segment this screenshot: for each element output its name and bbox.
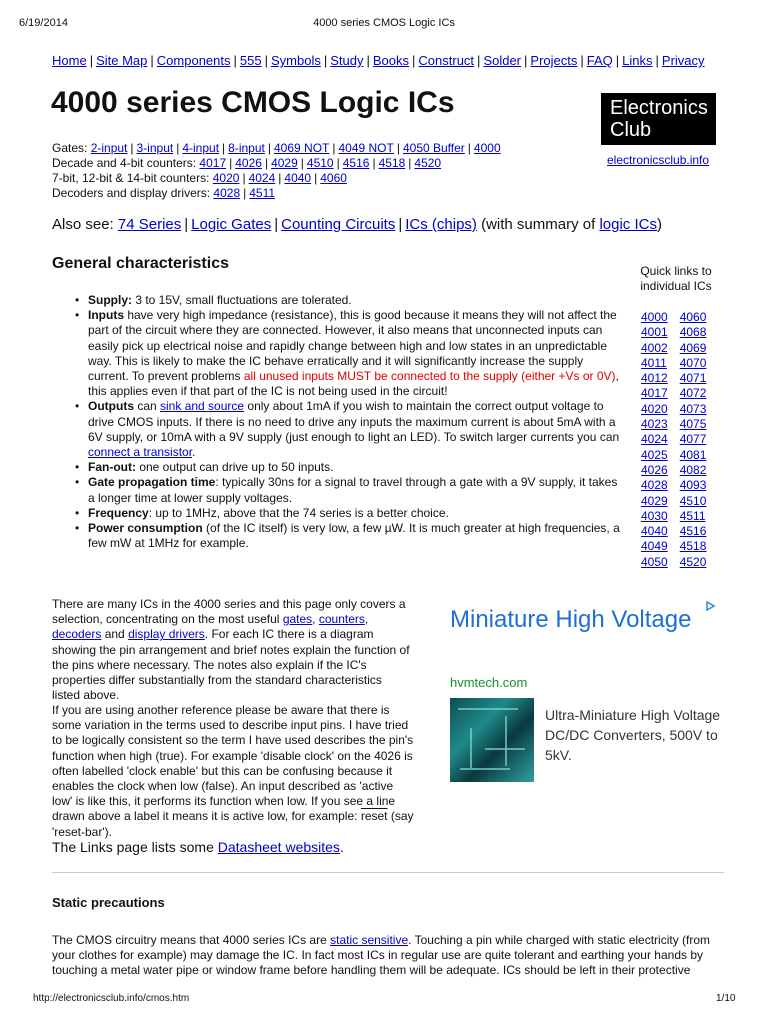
quicklink-cell — [680, 417, 719, 432]
item-label: Fan-out: — [88, 460, 136, 475]
logo-line-2: Club — [610, 119, 652, 141]
category-label: Decoders and display drivers: — [52, 186, 214, 200]
nav-components[interactable]: Components — [156, 53, 231, 68]
quicklink-cell — [641, 539, 680, 554]
link-8-input[interactable]: 8-input — [228, 141, 265, 155]
category-bit-counters: 7-bit, 12-bit & 14-bit counters: 4020 | 4024 | 4040 | 4060 — [52, 171, 347, 185]
nav-construct[interactable]: Construct — [418, 53, 475, 68]
quicklink-cell — [641, 463, 680, 478]
quicklink-row — [641, 325, 718, 340]
category-decoders: Decoders and display drivers: 4028 | 4511 — [52, 186, 276, 200]
para-text: . — [339, 839, 344, 855]
nav-site-map[interactable]: Site Map — [96, 53, 148, 68]
quicklink-row — [641, 509, 718, 524]
advertisement[interactable] — [450, 600, 720, 780]
quicklink-cell — [641, 371, 680, 386]
quicklink-row — [641, 356, 718, 371]
quicklink-cell — [680, 555, 719, 570]
list-item-inputs: • Inputs have very high impedance (resistance), this is good because it means they will not affect the part of the circuit where they are connected. However, it also means that unconnected inputs can easily pick up electrical noise and rapidly change between high and low states in an unpredictable way. This is likely to make the IC behave erratically and it will significantly increase the supply current. To prevent problems all unused inputs MUST be connected to the supply (either +Vs or 0V), this applies even if that part of the IC is not being used in the circuit! — [75, 308, 619, 399]
quicklink-ic[interactable]: 4001 — [641, 325, 668, 340]
para-text: The CMOS circuitry means that 4000 series ICs are — [52, 933, 331, 947]
print-url: http://electronicsclub.info/cmos.htm — [33, 993, 190, 1004]
item-label: Inputs — [88, 308, 124, 323]
link-datasheet-websites[interactable]: Datasheet websites — [217, 839, 340, 855]
quicklink-ic[interactable]: 4017 — [641, 386, 668, 401]
link-4049-not[interactable]: 4049 NOT — [338, 141, 394, 155]
item-label: Gate propagation time — [88, 475, 216, 490]
link-74-series[interactable]: 74 Series — [117, 216, 182, 233]
quicklink-ic[interactable]: 4070 — [679, 355, 707, 370]
reset-bar-label: reset — [360, 809, 388, 824]
quicklink-cell — [641, 524, 680, 539]
page-title: 4000 series CMOS Logic ICs — [51, 86, 455, 119]
link-static-sensitive[interactable]: static sensitive — [330, 933, 409, 947]
link-4-input[interactable]: 4-input — [182, 141, 220, 155]
category-label: Gates: — [52, 141, 91, 155]
ad-url[interactable]: hvmtech.com — [450, 675, 528, 690]
link-4050-buffer[interactable]: 4050 Buffer — [402, 141, 465, 155]
also-see-end: ) — [656, 216, 662, 233]
print-date: 6/19/2014 — [19, 17, 68, 29]
link-decoders[interactable]: decoders — [52, 627, 102, 642]
quicklink-cell — [641, 356, 680, 371]
quicklink-row — [641, 524, 718, 539]
para-text: . Touching a pin while charged with static electricity (from your clothes for example) may damage the IC. In fact most ICs in regular use are quite tolerant and earthing your hands by touching a metal water pipe or window frame before handling them will be adequate. ICs should be left in their protective — [52, 933, 711, 978]
static-paragraph — [52, 933, 728, 979]
quicklink-row — [641, 478, 718, 493]
item-text: (of the IC itself) is very low, a few µW. It is much greater at high frequencies, a few mW at 1MHz for example. — [88, 521, 620, 551]
quicklink-ic[interactable]: 4068 — [679, 325, 707, 340]
quicklink-row — [641, 432, 718, 447]
ad-image[interactable] — [450, 698, 534, 782]
quicklink-cell — [641, 478, 680, 493]
also-see-label: Also see: — [52, 216, 118, 233]
quicklink-ic[interactable]: 4520 — [679, 554, 707, 569]
link-4069-not[interactable]: 4069 NOT — [274, 141, 330, 155]
quicklink-row — [641, 463, 718, 478]
link-4040[interactable]: 4040 — [284, 171, 312, 185]
item-text: have very high impedance (resistance), this is good because it means they will not affect the part of the circuit where they are connected. However, it also means that unconnected inputs can easily pick up electrical noise and rapidly change between high and low states in an unpredictable way. This is likely to make the IC behave erratically and it will significantly increase the supply current. To prevent problems — [88, 308, 617, 384]
quicklink-cell — [680, 478, 719, 493]
link-4000[interactable]: 4000 — [473, 141, 501, 155]
quicklink-row — [641, 386, 718, 401]
link-4028[interactable]: 4028 — [213, 186, 241, 200]
nav-study[interactable]: Study — [330, 53, 364, 68]
quicklink-cell — [680, 509, 719, 524]
item-label: Outputs — [88, 399, 134, 414]
quicklink-ic[interactable]: 4072 — [679, 386, 707, 401]
item-label: Frequency — [88, 505, 149, 520]
characteristics-list — [72, 293, 627, 551]
quicklink-ic[interactable]: 4049 — [641, 539, 668, 554]
quicklink-ic[interactable]: 4030 — [641, 508, 668, 523]
item-text: . — [192, 445, 196, 460]
para-text: There are many ICs in the 4000 series and this page only covers a selection, concentrating on the most useful — [52, 597, 406, 627]
quicklink-ic[interactable]: 4082 — [679, 462, 707, 477]
quicklink-cell — [680, 310, 719, 325]
section-divider — [52, 872, 724, 873]
link-4026[interactable]: 4026 — [235, 156, 262, 170]
links-paragraph — [52, 839, 344, 855]
item-label: Supply: — [88, 293, 132, 307]
link-4511[interactable]: 4511 — [249, 186, 276, 200]
quicklink-cell — [641, 494, 680, 509]
quicklink-ic[interactable]: 4012 — [641, 371, 668, 386]
link-display-drivers[interactable]: display drivers — [128, 627, 205, 642]
category-gates: Gates: 2-input | 3-input | 4-input | 8-input | 4069 NOT | 4049 NOT | 4050 Buffer | 4000 — [52, 141, 501, 155]
nav-home[interactable]: Home — [52, 53, 87, 68]
list-item-propagation: • Gate propagation time: typically 30ns for a signal to travel through a gate with a 9V supply, it takes a longer time at lower supply voltages. — [75, 475, 618, 505]
item-text: only about 1mA if you wish to maintain the correct output voltage to drive CMOS inputs. If there is no need to drive any inputs the maximum current is about 5mA with a 6V supply, or 10mA with a 9V supply (just enough to light an LED). To switch larger currents you can — [88, 399, 620, 444]
quicklink-ic[interactable]: 4075 — [679, 417, 707, 432]
quicklink-cell — [680, 448, 719, 463]
also-see: Also see: 74 Series | Logic Gates | Counting Circuits | ICs (chips) (with summary of logic ICs) — [52, 216, 662, 233]
static-precautions-heading: Static precautions — [52, 895, 165, 910]
nav-links[interactable]: Links — [622, 53, 653, 68]
link-4060[interactable]: 4060 — [320, 171, 347, 185]
quicklink-ic[interactable]: 4026 — [641, 462, 668, 477]
quicklink-cell — [680, 432, 719, 447]
link-4017[interactable]: 4017 — [199, 156, 227, 170]
item-text: : up to 1MHz, above that the 74 series is a better choice. — [148, 505, 449, 520]
nav-faq[interactable]: FAQ — [586, 53, 613, 68]
quicklink-cell — [680, 371, 719, 386]
quicklink-cell — [641, 432, 680, 447]
quicklink-cell — [641, 325, 680, 340]
link-logic-ics[interactable]: logic ICs — [599, 216, 657, 233]
quicklink-ic[interactable]: 4071 — [679, 371, 707, 386]
quicklink-row — [641, 448, 718, 463]
quicklink-row — [641, 371, 718, 386]
link-4518[interactable]: 4518 — [378, 156, 406, 170]
quicklink-ic[interactable]: 4050 — [641, 554, 668, 569]
link-connect-a-transistor[interactable]: connect a transistor — [88, 445, 193, 460]
top-navigation: Home | Site Map | Components | 555 | Symbols | Study | Books | Construct | Solder | Projects | FAQ | Links | Privacy — [52, 53, 705, 68]
quicklink-cell — [680, 402, 719, 417]
quicklink-ic[interactable]: 4060 — [679, 310, 707, 324]
quicklink-ic[interactable]: 4020 — [641, 401, 668, 416]
quicklink-ic[interactable]: 4518 — [679, 539, 707, 554]
link-4029[interactable]: 4029 — [271, 156, 298, 170]
link-3-input[interactable]: 3-input — [136, 141, 174, 155]
item-text: : typically 30ns for a signal to travel through a gate with a 9V supply, it takes a longer time at lower supply voltages. — [88, 475, 618, 505]
para-text: , — [312, 612, 319, 627]
logo-line-1: Electronics — [610, 97, 708, 119]
quicklink-row — [641, 310, 718, 325]
link-sink-and-source[interactable]: sink and source — [160, 399, 245, 414]
quicklink-row — [641, 494, 718, 509]
quicklink-cell — [641, 310, 680, 325]
electronics-club-logo[interactable] — [601, 93, 716, 145]
quicklinks-table — [641, 310, 718, 570]
terms-paragraph — [52, 703, 414, 840]
nav-symbols[interactable]: Symbols — [270, 53, 321, 68]
quicklink-cell — [680, 341, 719, 356]
para-text: If you are using another reference please be aware that there is some variation in the terms used to describe input pins. I have tried to be logically consistent so the term I have used describes the pin's function when high (true). For example 'disable clock' on the 4026 is often labelled 'clock enable' but this can be confusing because it enables the clock when low (false). An input described as 'active low' is like this, it performs its function when low. If you see a line drawn above a label it means it is active low, for example: — [52, 703, 414, 824]
list-item-outputs: • Outputs can sink and source only about 1mA if you wish to maintain the correct output voltage to drive CMOS inputs. If there is no need to drive any inputs the maximum current is about 5mA with a 6V supply, or 10mA with a 9V supply (just enough to light an LED). To switch larger currents you can connect a transistor. — [75, 399, 620, 460]
category-label: Decade and 4-bit counters: — [52, 156, 200, 170]
quicklink-cell — [680, 539, 719, 554]
intro-paragraph — [52, 597, 412, 703]
quicklink-ic[interactable]: 4081 — [679, 447, 707, 462]
category-decade-counters: Decade and 4-bit counters: 4017 | 4026 | 4029 | 4510 | 4516 | 4518 | 4520 — [52, 156, 442, 170]
para-text: The Links page lists some — [52, 839, 218, 855]
quicklink-cell — [641, 402, 680, 417]
link-counting-circuits[interactable]: Counting Circuits — [281, 216, 396, 233]
quicklink-ic[interactable]: 4023 — [641, 417, 668, 432]
quicklink-ic[interactable]: 4024 — [641, 432, 668, 447]
link-4024[interactable]: 4024 — [248, 171, 276, 185]
print-title: 4000 series CMOS Logic ICs — [313, 17, 455, 29]
adchoices-icon[interactable] — [704, 600, 716, 615]
also-see-text: (with summary of — [476, 216, 600, 233]
quicklink-cell — [641, 509, 680, 524]
quicklink-ic[interactable]: 4002 — [641, 340, 668, 355]
quicklink-ic[interactable]: 4000 — [641, 310, 668, 324]
nav-555[interactable]: 555 — [239, 53, 262, 68]
para-text: (say 'reset-bar'). — [52, 809, 414, 839]
item-text: 3 to 15V, small fluctuations are tolerated. — [132, 293, 352, 307]
ad-description[interactable]: Ultra-Miniature High Voltage DC/DC Converters, 500V to 5kV. — [545, 707, 721, 763]
quicklink-cell — [680, 325, 719, 340]
quicklink-ic[interactable]: 4516 — [679, 524, 707, 539]
quicklink-cell — [641, 417, 680, 432]
link-gates[interactable]: gates — [282, 612, 313, 627]
link-4510[interactable]: 4510 — [306, 156, 334, 170]
quicklink-cell — [680, 524, 719, 539]
para-text: and — [101, 627, 129, 642]
nav-projects[interactable]: Projects — [530, 53, 578, 68]
quicklink-cell — [680, 356, 719, 371]
list-item-fanout: • Fan-out: one output can drive up to 50 inputs. — [75, 460, 334, 475]
quicklink-cell — [680, 386, 719, 401]
category-label: 7-bit, 12-bit & 14-bit counters: — [52, 171, 213, 185]
quicklink-cell — [680, 463, 719, 478]
link-4020[interactable]: 4020 — [212, 171, 240, 185]
quicklink-row — [641, 341, 718, 356]
link-ics-chips[interactable]: ICs (chips) — [405, 216, 477, 233]
quicklink-cell — [641, 555, 680, 570]
quicklink-ic[interactable]: 4510 — [679, 493, 707, 508]
nav-books[interactable]: Books — [372, 53, 410, 68]
item-label: Power consumption — [88, 521, 203, 536]
quicklink-ic[interactable]: 4077 — [679, 432, 707, 447]
item-text: one output can drive up to 50 inputs. — [135, 460, 334, 475]
quicklink-row — [641, 417, 718, 432]
quicklink-ic[interactable]: 4025 — [641, 447, 668, 462]
quicklink-cell — [641, 448, 680, 463]
quicklink-ic[interactable]: 4040 — [641, 524, 668, 539]
link-4516[interactable]: 4516 — [342, 156, 370, 170]
item-text: , this applies even if that part of the IC is not being used in the circuit! — [88, 369, 619, 399]
quicklink-ic[interactable]: 4073 — [679, 401, 707, 416]
page-number: 1/10 — [716, 993, 736, 1004]
print-header — [0, 17, 768, 31]
quicklink-cell — [680, 494, 719, 509]
link-2-input[interactable]: 2-input — [90, 141, 128, 155]
quicklink-row — [641, 539, 718, 554]
site-link[interactable]: electronicsclub.info — [607, 153, 710, 167]
nav-solder[interactable]: Solder — [483, 53, 522, 68]
list-item-power: • Power consumption (of the IC itself) is very low, a few µW. It is much greater at high frequencies, a few mW at 1MHz for example. — [75, 521, 620, 551]
quicklinks-title: Quick links to individual ICs — [640, 264, 712, 293]
ic-category-links — [52, 141, 501, 201]
quicklink-ic[interactable]: 4029 — [641, 493, 668, 508]
quicklink-ic[interactable]: 4069 — [679, 340, 707, 355]
quicklink-row — [641, 555, 718, 570]
quicklink-row — [641, 402, 718, 417]
link-4520[interactable]: 4520 — [414, 156, 442, 170]
quicklink-ic[interactable]: 4028 — [641, 478, 668, 493]
quicklink-ic[interactable]: 4011 — [641, 355, 667, 370]
quicklink-cell — [641, 386, 680, 401]
link-counters[interactable]: counters — [318, 612, 365, 627]
para-text: . For each IC there is a diagram showing the pin arrangement and brief notes explain the function of the pins where necessary. The notes also explain if the IC's properties differ substantially from the standard characteristics listed above. — [52, 627, 410, 703]
quicklink-ic[interactable]: 4511 — [679, 508, 706, 523]
list-item-supply: • Supply: 3 to 15V, small fluctuations are tolerated. — [75, 293, 352, 307]
list-item-frequency: • Frequency: up to 1MHz, above that the 74 series is a better choice. — [75, 505, 449, 520]
quicklink-cell — [641, 341, 680, 356]
para-text: , — [364, 612, 369, 627]
item-text: can — [134, 399, 161, 414]
link-logic-gates[interactable]: Logic Gates — [191, 216, 272, 233]
quicklink-ic[interactable]: 4093 — [679, 478, 707, 493]
ad-title[interactable]: Miniature High Voltage — [450, 606, 692, 633]
nav-privacy[interactable]: Privacy — [661, 53, 705, 68]
warning-text: all unused inputs MUST be connected to the supply (either +Vs or 0V) — [243, 369, 616, 384]
general-characteristics-heading: General characteristics — [52, 255, 229, 272]
